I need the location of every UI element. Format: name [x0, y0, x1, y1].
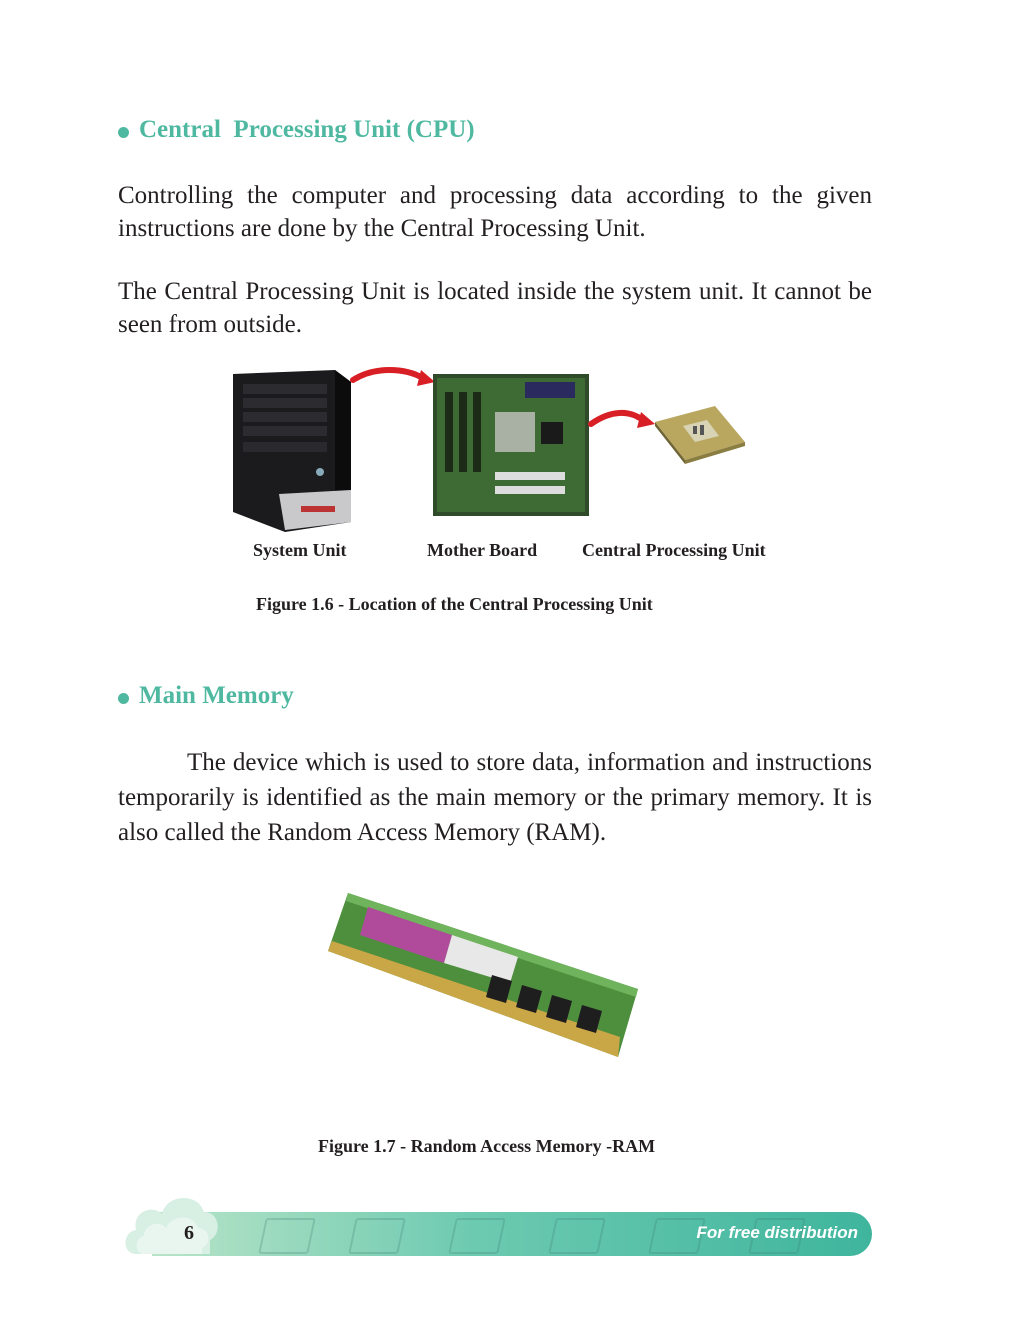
page-footer [122, 1210, 872, 1256]
heading-cpu-text: Central Processing Unit (CPU) [139, 116, 475, 143]
arrow-2-icon [591, 413, 643, 424]
bullet-icon [118, 127, 129, 138]
page-number: 6 [184, 1222, 194, 1244]
ram-module-image [322, 885, 642, 1070]
system-unit-image [233, 370, 351, 532]
cpu-chip-image [655, 406, 745, 464]
memory-paragraph-1: The device which is used to store data, information and instructions temporarily is identified as the main memory or the primary memory. It is also called the Random Access Memory (RAM). [118, 749, 872, 846]
footer-distribution-text: For free distribution [696, 1223, 858, 1242]
cpu-paragraph-2: The Central Processing Unit is located inside the system unit. It cannot be seen from outside. [118, 278, 872, 338]
cpu-paragraph-1: Controlling the computer and processing data according to the given instructions are done by the Central Processing Unit. [118, 182, 872, 242]
figure-cpu-location [225, 362, 755, 532]
label-cpu: Central Processing Unit [582, 540, 766, 560]
figure-1-6-caption: Figure 1.6 - Location of the Central Processing Unit [256, 594, 653, 614]
label-mother-board: Mother Board [427, 540, 538, 560]
mother-board-image [433, 374, 589, 516]
label-system-unit: System Unit [253, 540, 347, 560]
heading-cpu [118, 116, 475, 144]
heading-main-memory-text: Main Memory [139, 682, 294, 709]
cloud-icon [122, 1182, 222, 1258]
bullet-icon [118, 693, 129, 704]
heading-main-memory [118, 682, 294, 710]
arrow-1-icon [353, 370, 423, 380]
figure-1-7-caption: Figure 1.7 - Random Access Memory -RAM [318, 1136, 656, 1156]
